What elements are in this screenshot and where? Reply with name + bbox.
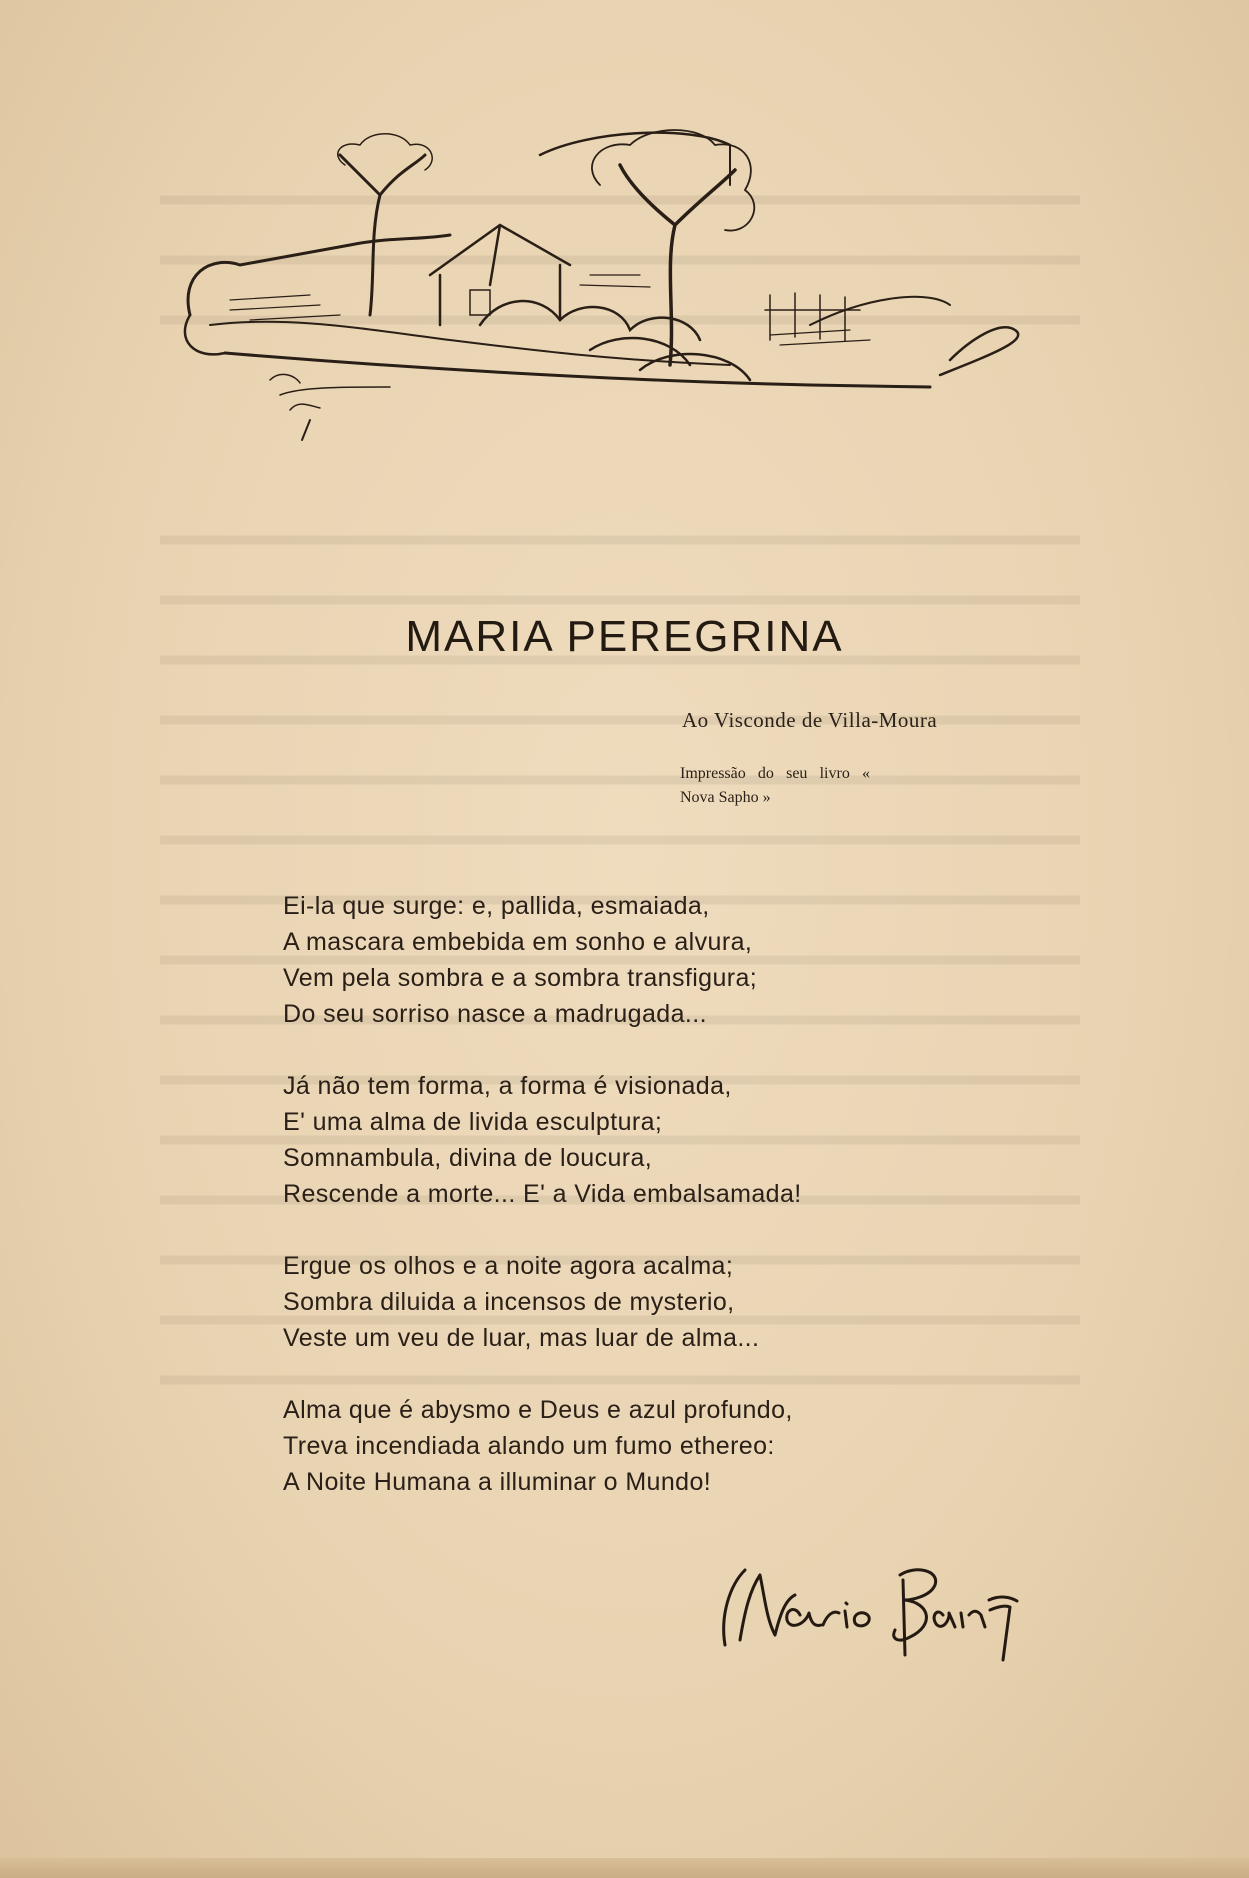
stanza-1 — [283, 888, 802, 1032]
verse-line: Veste um veu de luar, mas luar de alma... — [283, 1324, 760, 1352]
verse-line: E' uma alma de livida esculptura; — [283, 1108, 663, 1136]
dedication-note: Impressão do seu livro « Nova Sapho » — [680, 765, 870, 806]
verse-line: A Noite Humana a illuminar o Mundo! — [283, 1468, 712, 1496]
dedication: Ao Visconde de Villa-Moura — [682, 708, 938, 732]
verse-line: Somnambula, divina de loucura, — [283, 1144, 653, 1172]
poem-title: MARIA PEREGRINA — [405, 612, 844, 661]
verse-line: Do seu sorriso nasce a madrugada... — [283, 1000, 707, 1028]
stanza-4 — [283, 1392, 802, 1500]
verse-line: Já não tem forma, a forma é visionada, — [283, 1072, 732, 1100]
verse-line: A mascara embebida em sonho e alvura, — [283, 928, 753, 956]
poem-body — [283, 888, 802, 1536]
verse-line: Sombra diluida a incensos de mysterio, — [283, 1288, 735, 1316]
verse-line: Vem pela sombra e a sombra transfigura; — [283, 964, 758, 992]
stanza-3 — [283, 1248, 802, 1356]
landscape-illustration — [170, 125, 1050, 485]
verse-line: Alma que é abysmo e Deus e azul profundo, — [283, 1396, 793, 1424]
verse-line: Ei-la que surge: e, pallida, esmaiada, — [283, 892, 710, 920]
handwritten-signature — [705, 1555, 1045, 1665]
stanza-2 — [283, 1068, 802, 1212]
verse-line: Ergue os olhos e a noite agora acalma; — [283, 1252, 734, 1280]
verse-line: Rescende a morte... E' a Vida embalsamada! — [283, 1180, 802, 1208]
verse-line: Treva incendiada alando um fumo ethereo: — [283, 1432, 775, 1460]
